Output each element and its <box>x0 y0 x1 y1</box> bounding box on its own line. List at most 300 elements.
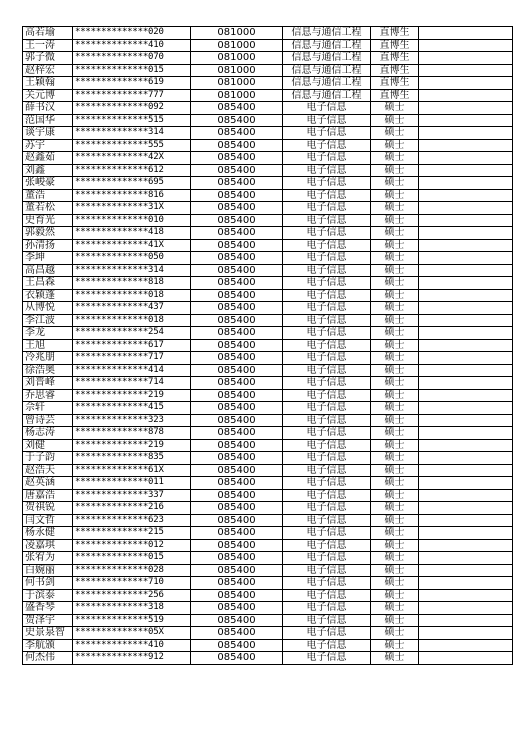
major-code-cell: 085400 <box>191 614 283 627</box>
table-row <box>23 614 513 627</box>
note-cell <box>419 277 513 290</box>
degree-type-cell: 硕士 <box>371 127 419 140</box>
major-code-cell: 085400 <box>191 164 283 177</box>
note-cell <box>419 389 513 402</box>
id-number-cell: **************623 <box>73 514 191 527</box>
name-cell: 张峻豪 <box>23 177 73 190</box>
id-number-cell: **************714 <box>73 377 191 390</box>
name-cell: 杨永健 <box>23 527 73 540</box>
id-number-cell: **************012 <box>73 539 191 552</box>
table-row <box>23 302 513 315</box>
name-cell: 何书剑 <box>23 577 73 590</box>
id-number-cell: **************020 <box>73 27 191 40</box>
major-name-cell: 电子信息 <box>283 589 371 602</box>
degree-type-cell: 硕士 <box>371 252 419 265</box>
note-cell <box>419 652 513 665</box>
table-row <box>23 564 513 577</box>
degree-type-cell: 硕士 <box>371 639 419 652</box>
major-name-cell: 电子信息 <box>283 602 371 615</box>
id-number-cell: **************41X <box>73 239 191 252</box>
note-cell <box>419 577 513 590</box>
major-code-cell: 085400 <box>191 377 283 390</box>
id-number-cell: **************695 <box>73 177 191 190</box>
name-cell: 贺祺锐 <box>23 502 73 515</box>
major-name-cell: 电子信息 <box>283 652 371 665</box>
name-cell: 刘晋峰 <box>23 377 73 390</box>
table-row <box>23 339 513 352</box>
name-cell: 董若松 <box>23 202 73 215</box>
major-code-cell: 085400 <box>191 552 283 565</box>
table-row <box>23 402 513 415</box>
note-cell <box>419 339 513 352</box>
major-code-cell: 085400 <box>191 577 283 590</box>
id-number-cell: **************314 <box>73 264 191 277</box>
name-cell: 史景泉智 <box>23 627 73 640</box>
name-cell: 冷兆朋 <box>23 352 73 365</box>
id-number-cell: **************878 <box>73 427 191 440</box>
table-row <box>23 177 513 190</box>
id-number-cell: **************410 <box>73 39 191 52</box>
major-name-cell: 电子信息 <box>283 327 371 340</box>
id-number-cell: **************092 <box>73 102 191 115</box>
table-row <box>23 452 513 465</box>
degree-type-cell: 硕士 <box>371 289 419 302</box>
note-cell <box>419 127 513 140</box>
table-row <box>23 152 513 165</box>
major-name-cell: 电子信息 <box>283 427 371 440</box>
major-name-cell: 电子信息 <box>283 577 371 590</box>
table-row <box>23 639 513 652</box>
major-code-cell: 085400 <box>191 452 283 465</box>
degree-type-cell: 硕士 <box>371 314 419 327</box>
id-number-cell: **************555 <box>73 139 191 152</box>
major-code-cell: 085400 <box>191 639 283 652</box>
major-code-cell: 085400 <box>191 339 283 352</box>
degree-type-cell: 硕士 <box>371 564 419 577</box>
major-name-cell: 电子信息 <box>283 527 371 540</box>
table-row <box>23 264 513 277</box>
note-cell <box>419 227 513 240</box>
note-cell <box>419 27 513 40</box>
id-number-cell: **************018 <box>73 314 191 327</box>
major-code-cell: 085400 <box>191 252 283 265</box>
id-number-cell: **************437 <box>73 302 191 315</box>
table-row <box>23 414 513 427</box>
name-cell: 王昌森 <box>23 277 73 290</box>
id-number-cell: **************717 <box>73 352 191 365</box>
table-row <box>23 227 513 240</box>
degree-type-cell: 硕士 <box>371 489 419 502</box>
name-cell: 关元博 <box>23 89 73 102</box>
table-row <box>23 602 513 615</box>
note-cell <box>419 477 513 490</box>
note-cell <box>419 102 513 115</box>
note-cell <box>419 464 513 477</box>
major-name-cell: 电子信息 <box>283 239 371 252</box>
id-number-cell: **************415 <box>73 402 191 415</box>
note-cell <box>419 639 513 652</box>
note-cell <box>419 177 513 190</box>
id-number-cell: **************015 <box>73 64 191 77</box>
degree-type-cell: 硕士 <box>371 339 419 352</box>
major-code-cell: 085400 <box>191 202 283 215</box>
major-name-cell: 电子信息 <box>283 539 371 552</box>
major-code-cell: 085400 <box>191 302 283 315</box>
note-cell <box>419 364 513 377</box>
table-row <box>23 39 513 52</box>
id-number-cell: **************018 <box>73 289 191 302</box>
major-name-cell: 电子信息 <box>283 514 371 527</box>
note-cell <box>419 614 513 627</box>
degree-type-cell: 硕士 <box>371 327 419 340</box>
degree-type-cell: 硕士 <box>371 502 419 515</box>
table-row <box>23 202 513 215</box>
name-cell: 李坤 <box>23 252 73 265</box>
name-cell: 乔思睿 <box>23 389 73 402</box>
major-code-cell: 081000 <box>191 39 283 52</box>
id-number-cell: **************31X <box>73 202 191 215</box>
major-name-cell: 电子信息 <box>283 377 371 390</box>
note-cell <box>419 202 513 215</box>
major-code-cell: 085400 <box>191 602 283 615</box>
id-number-cell: **************011 <box>73 477 191 490</box>
table-row <box>23 102 513 115</box>
id-number-cell: **************816 <box>73 189 191 202</box>
degree-type-cell: 硕士 <box>371 364 419 377</box>
major-code-cell: 081000 <box>191 77 283 90</box>
name-cell: 苏宇 <box>23 139 73 152</box>
major-name-cell: 信息与通信工程 <box>283 39 371 52</box>
name-cell: 赵英涵 <box>23 477 73 490</box>
major-code-cell: 085400 <box>191 327 283 340</box>
note-cell <box>419 402 513 415</box>
major-name-cell: 电子信息 <box>283 364 371 377</box>
note-cell <box>419 589 513 602</box>
degree-type-cell: 直博生 <box>371 64 419 77</box>
major-code-cell: 085400 <box>191 627 283 640</box>
note-cell <box>419 539 513 552</box>
name-cell: 徐浩奥 <box>23 364 73 377</box>
major-name-cell: 电子信息 <box>283 439 371 452</box>
name-cell: 杨志涛 <box>23 427 73 440</box>
name-cell: 董浩 <box>23 189 73 202</box>
id-number-cell: **************050 <box>73 252 191 265</box>
degree-type-cell: 直博生 <box>371 77 419 90</box>
major-name-cell: 电子信息 <box>283 152 371 165</box>
major-name-cell: 电子信息 <box>283 214 371 227</box>
major-code-cell: 085400 <box>191 414 283 427</box>
student-list-table <box>22 26 513 665</box>
name-cell: 王一涛 <box>23 39 73 52</box>
degree-type-cell: 硕士 <box>371 239 419 252</box>
name-cell: 从博悦 <box>23 302 73 315</box>
note-cell <box>419 452 513 465</box>
id-number-cell: **************254 <box>73 327 191 340</box>
table-row <box>23 477 513 490</box>
major-code-cell: 085400 <box>191 589 283 602</box>
major-code-cell: 085400 <box>191 539 283 552</box>
name-cell: 李航颁 <box>23 639 73 652</box>
degree-type-cell: 硕士 <box>371 302 419 315</box>
table-row <box>23 139 513 152</box>
degree-type-cell: 硕士 <box>371 414 419 427</box>
major-name-cell: 电子信息 <box>283 389 371 402</box>
note-cell <box>419 327 513 340</box>
note-cell <box>419 252 513 265</box>
id-number-cell: **************323 <box>73 414 191 427</box>
table-row <box>23 377 513 390</box>
name-cell: 高昌越 <box>23 264 73 277</box>
id-number-cell: **************337 <box>73 489 191 502</box>
id-number-cell: **************61X <box>73 464 191 477</box>
degree-type-cell: 硕士 <box>371 452 419 465</box>
note-cell <box>419 77 513 90</box>
major-code-cell: 085400 <box>191 102 283 115</box>
table-row <box>23 514 513 527</box>
name-cell: 谈宇康 <box>23 127 73 140</box>
note-cell <box>419 214 513 227</box>
id-number-cell: **************42X <box>73 152 191 165</box>
id-number-cell: **************070 <box>73 52 191 65</box>
id-number-cell: **************015 <box>73 552 191 565</box>
id-number-cell: **************519 <box>73 614 191 627</box>
major-code-cell: 085400 <box>191 314 283 327</box>
note-cell <box>419 64 513 77</box>
major-code-cell: 085400 <box>191 514 283 527</box>
major-code-cell: 085400 <box>191 214 283 227</box>
table-row <box>23 77 513 90</box>
note-cell <box>419 514 513 527</box>
table-row <box>23 552 513 565</box>
major-code-cell: 081000 <box>191 27 283 40</box>
table-row <box>23 239 513 252</box>
table-row <box>23 327 513 340</box>
table-row <box>23 527 513 540</box>
id-number-cell: **************010 <box>73 214 191 227</box>
degree-type-cell: 硕士 <box>371 214 419 227</box>
name-cell: 高若瑜 <box>23 27 73 40</box>
id-number-cell: **************318 <box>73 602 191 615</box>
note-cell <box>419 552 513 565</box>
degree-type-cell: 硕士 <box>371 189 419 202</box>
major-name-cell: 电子信息 <box>283 339 371 352</box>
major-code-cell: 081000 <box>191 64 283 77</box>
major-name-cell: 电子信息 <box>283 489 371 502</box>
note-cell <box>419 264 513 277</box>
degree-type-cell: 硕士 <box>371 427 419 440</box>
note-cell <box>419 439 513 452</box>
id-number-cell: **************418 <box>73 227 191 240</box>
id-number-cell: **************710 <box>73 577 191 590</box>
major-name-cell: 信息与通信工程 <box>283 89 371 102</box>
degree-type-cell: 硕士 <box>371 164 419 177</box>
major-name-cell: 电子信息 <box>283 277 371 290</box>
major-name-cell: 电子信息 <box>283 139 371 152</box>
name-cell: 范国华 <box>23 114 73 127</box>
table-row <box>23 627 513 640</box>
name-cell: 孙清扬 <box>23 239 73 252</box>
note-cell <box>419 377 513 390</box>
major-name-cell: 电子信息 <box>283 202 371 215</box>
name-cell: 王颖翰 <box>23 77 73 90</box>
degree-type-cell: 硕士 <box>371 464 419 477</box>
table-body <box>23 27 513 665</box>
id-number-cell: **************05X <box>73 627 191 640</box>
major-code-cell: 085400 <box>191 564 283 577</box>
note-cell <box>419 302 513 315</box>
degree-type-cell: 硕士 <box>371 527 419 540</box>
degree-type-cell: 直博生 <box>371 89 419 102</box>
major-name-cell: 电子信息 <box>283 502 371 515</box>
name-cell: 赵鑫茹 <box>23 152 73 165</box>
table-row <box>23 577 513 590</box>
major-code-cell: 085400 <box>191 177 283 190</box>
table-row <box>23 127 513 140</box>
major-name-cell: 电子信息 <box>283 402 371 415</box>
name-cell: 于子韵 <box>23 452 73 465</box>
major-code-cell: 081000 <box>191 52 283 65</box>
table-row <box>23 439 513 452</box>
major-name-cell: 电子信息 <box>283 564 371 577</box>
major-name-cell: 电子信息 <box>283 164 371 177</box>
major-name-cell: 电子信息 <box>283 352 371 365</box>
table-row <box>23 89 513 102</box>
degree-type-cell: 直博生 <box>371 39 419 52</box>
major-name-cell: 电子信息 <box>283 252 371 265</box>
major-code-cell: 085400 <box>191 139 283 152</box>
major-code-cell: 085400 <box>191 502 283 515</box>
table-row <box>23 389 513 402</box>
id-number-cell: **************612 <box>73 164 191 177</box>
major-name-cell: 电子信息 <box>283 452 371 465</box>
note-cell <box>419 427 513 440</box>
major-code-cell: 085400 <box>191 352 283 365</box>
major-name-cell: 电子信息 <box>283 614 371 627</box>
id-number-cell: **************619 <box>73 77 191 90</box>
name-cell: 张宥为 <box>23 552 73 565</box>
name-cell: 曾诗芸 <box>23 414 73 427</box>
major-code-cell: 081000 <box>191 89 283 102</box>
name-cell: 佘轩 <box>23 402 73 415</box>
major-code-cell: 085400 <box>191 477 283 490</box>
major-name-cell: 电子信息 <box>283 189 371 202</box>
note-cell <box>419 289 513 302</box>
major-code-cell: 085400 <box>191 652 283 665</box>
id-number-cell: **************028 <box>73 564 191 577</box>
major-code-cell: 085400 <box>191 264 283 277</box>
table-row <box>23 589 513 602</box>
degree-type-cell: 硕士 <box>371 352 419 365</box>
degree-type-cell: 硕士 <box>371 514 419 527</box>
major-code-cell: 085400 <box>191 527 283 540</box>
id-number-cell: **************256 <box>73 589 191 602</box>
table-row <box>23 27 513 40</box>
major-code-cell: 085400 <box>191 189 283 202</box>
name-cell: 白婉丽 <box>23 564 73 577</box>
table-row <box>23 64 513 77</box>
id-number-cell: **************219 <box>73 389 191 402</box>
major-name-cell: 电子信息 <box>283 102 371 115</box>
name-cell: 唐嘉浩 <box>23 489 73 502</box>
major-name-cell: 电子信息 <box>283 227 371 240</box>
degree-type-cell: 硕士 <box>371 377 419 390</box>
id-number-cell: **************216 <box>73 502 191 515</box>
degree-type-cell: 硕士 <box>371 277 419 290</box>
id-number-cell: **************818 <box>73 277 191 290</box>
name-cell: 史育光 <box>23 214 73 227</box>
table-row <box>23 277 513 290</box>
note-cell <box>419 314 513 327</box>
major-code-cell: 085400 <box>191 114 283 127</box>
major-code-cell: 085400 <box>191 389 283 402</box>
note-cell <box>419 489 513 502</box>
name-cell: 赵浩天 <box>23 464 73 477</box>
table-row <box>23 314 513 327</box>
major-name-cell: 电子信息 <box>283 302 371 315</box>
id-number-cell: **************414 <box>73 364 191 377</box>
id-number-cell: **************777 <box>73 89 191 102</box>
degree-type-cell: 硕士 <box>371 577 419 590</box>
degree-type-cell: 硕士 <box>371 627 419 640</box>
id-number-cell: **************314 <box>73 127 191 140</box>
id-number-cell: **************410 <box>73 639 191 652</box>
note-cell <box>419 239 513 252</box>
degree-type-cell: 硕士 <box>371 652 419 665</box>
degree-type-cell: 硕士 <box>371 102 419 115</box>
major-code-cell: 085400 <box>191 489 283 502</box>
degree-type-cell: 硕士 <box>371 227 419 240</box>
note-cell <box>419 564 513 577</box>
name-cell: 于滨泰 <box>23 589 73 602</box>
table-row <box>23 489 513 502</box>
degree-type-cell: 硕士 <box>371 552 419 565</box>
degree-type-cell: 硕士 <box>371 389 419 402</box>
table-row <box>23 114 513 127</box>
note-cell <box>419 89 513 102</box>
major-code-cell: 085400 <box>191 364 283 377</box>
name-cell: 李江波 <box>23 314 73 327</box>
name-cell: 薛书汉 <box>23 102 73 115</box>
note-cell <box>419 414 513 427</box>
note-cell <box>419 502 513 515</box>
note-cell <box>419 527 513 540</box>
table-row <box>23 652 513 665</box>
note-cell <box>419 52 513 65</box>
name-cell: 衣颖蓬 <box>23 289 73 302</box>
name-cell: 刘鑫 <box>23 164 73 177</box>
major-code-cell: 085400 <box>191 464 283 477</box>
degree-type-cell: 硕士 <box>371 152 419 165</box>
major-name-cell: 电子信息 <box>283 639 371 652</box>
degree-type-cell: 硕士 <box>371 114 419 127</box>
major-name-cell: 电子信息 <box>283 289 371 302</box>
major-code-cell: 085400 <box>191 289 283 302</box>
major-name-cell: 电子信息 <box>283 314 371 327</box>
major-name-cell: 电子信息 <box>283 627 371 640</box>
major-name-cell: 电子信息 <box>283 177 371 190</box>
degree-type-cell: 硕士 <box>371 264 419 277</box>
table-row <box>23 352 513 365</box>
degree-type-cell: 硕士 <box>371 539 419 552</box>
note-cell <box>419 114 513 127</box>
note-cell <box>419 39 513 52</box>
table-row <box>23 189 513 202</box>
major-code-cell: 085400 <box>191 227 283 240</box>
degree-type-cell: 直博生 <box>371 27 419 40</box>
major-code-cell: 085400 <box>191 239 283 252</box>
name-cell: 闫文哲 <box>23 514 73 527</box>
note-cell <box>419 352 513 365</box>
